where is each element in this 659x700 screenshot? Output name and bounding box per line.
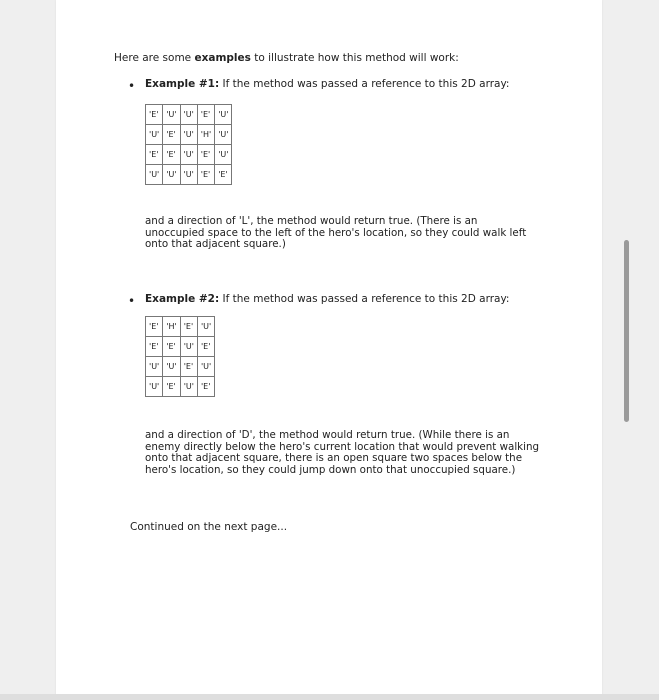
table-row: [146, 317, 215, 337]
table-row: [146, 357, 215, 377]
array-cell: 'E': [180, 357, 197, 377]
array-cell: 'H': [197, 125, 214, 145]
table-row: [146, 125, 232, 145]
array-cell: 'U': [180, 377, 197, 397]
array-cell: 'U': [197, 317, 214, 337]
array-cell: 'E': [197, 105, 214, 125]
table-row: [146, 145, 232, 165]
array-cell: 'E': [146, 337, 163, 357]
example-1-explanation: [145, 216, 545, 251]
array-cell: 'E': [163, 337, 180, 357]
array-cell: 'U': [215, 105, 232, 125]
example-2-heading: Example #2: If the method was passed a reference to this 2D array:: [145, 293, 510, 305]
array-cell: 'U': [215, 125, 232, 145]
document-page: [56, 0, 602, 700]
example-1-heading: Example #1: If the method was passed a reference to this 2D array:: [145, 78, 510, 90]
viewer-bottom-edge: [0, 694, 659, 700]
bullet-icon: •: [128, 79, 136, 93]
array-cell: 'U': [146, 125, 163, 145]
intro-text: Here are some examples to illustrate how this method will work:: [114, 52, 459, 64]
intro-bold-word: examples: [194, 52, 251, 64]
continued-note: Continued on the next page...: [130, 521, 288, 533]
array-cell: 'E': [197, 337, 214, 357]
array-cell: 'E': [163, 377, 180, 397]
array-cell: 'E': [146, 105, 163, 125]
table-row: [146, 165, 232, 185]
array-cell: 'U': [163, 357, 180, 377]
array-cell: 'U': [180, 337, 197, 357]
array-cell: 'E': [197, 145, 214, 165]
array-cell: 'U': [180, 145, 197, 165]
array-cell: 'E': [180, 317, 197, 337]
paragraph-line: and a direction of 'D', the method would return true. (While there is an: [145, 429, 510, 441]
array-cell: 'U': [180, 165, 197, 185]
paragraph-line: unoccupied space to the left of the hero's location, so they could walk left: [145, 226, 527, 239]
array-cell: 'U': [180, 125, 197, 145]
bullet-icon: •: [128, 294, 136, 308]
array-cell: 'U': [146, 357, 163, 377]
array-cell: 'H': [163, 317, 180, 337]
example-2-array-table: [145, 316, 215, 397]
array-cell: 'U': [163, 165, 180, 185]
example-2-label: Example #2:: [145, 293, 220, 305]
array-cell: 'E': [163, 125, 180, 145]
array-cell: 'U': [146, 165, 163, 185]
example-1-label: Example #1:: [145, 78, 220, 90]
array-cell: 'E': [146, 317, 163, 337]
array-cell: 'U': [180, 105, 197, 125]
array-cell: 'U': [163, 105, 180, 125]
scrollbar-thumb[interactable]: [624, 240, 629, 422]
example-1-array-table: [145, 104, 232, 185]
paragraph-line: onto that adjacent square, there is an open square two spaces below the: [145, 452, 523, 464]
array-cell: 'E': [197, 377, 214, 397]
paragraph-line: onto that adjacent square.): [145, 238, 286, 250]
array-cell: 'E': [146, 145, 163, 165]
paragraph-line: and a direction of 'L', the method would return true. (There is an: [145, 215, 478, 227]
example-2-explanation: [145, 430, 545, 476]
array-cell: 'U': [215, 145, 232, 165]
table-row: [146, 337, 215, 357]
array-cell: 'E': [197, 165, 214, 185]
array-cell: 'E': [163, 145, 180, 165]
array-cell: 'E': [215, 165, 232, 185]
paragraph-line: enemy directly below the hero's current location that would prevent walking: [145, 440, 540, 453]
array-cell: 'U': [197, 357, 214, 377]
table-row: [146, 377, 215, 397]
table-row: [146, 105, 232, 125]
array-cell: 'U': [146, 377, 163, 397]
paragraph-line: hero's location, so they could jump down onto that unoccupied square.): [145, 463, 516, 476]
